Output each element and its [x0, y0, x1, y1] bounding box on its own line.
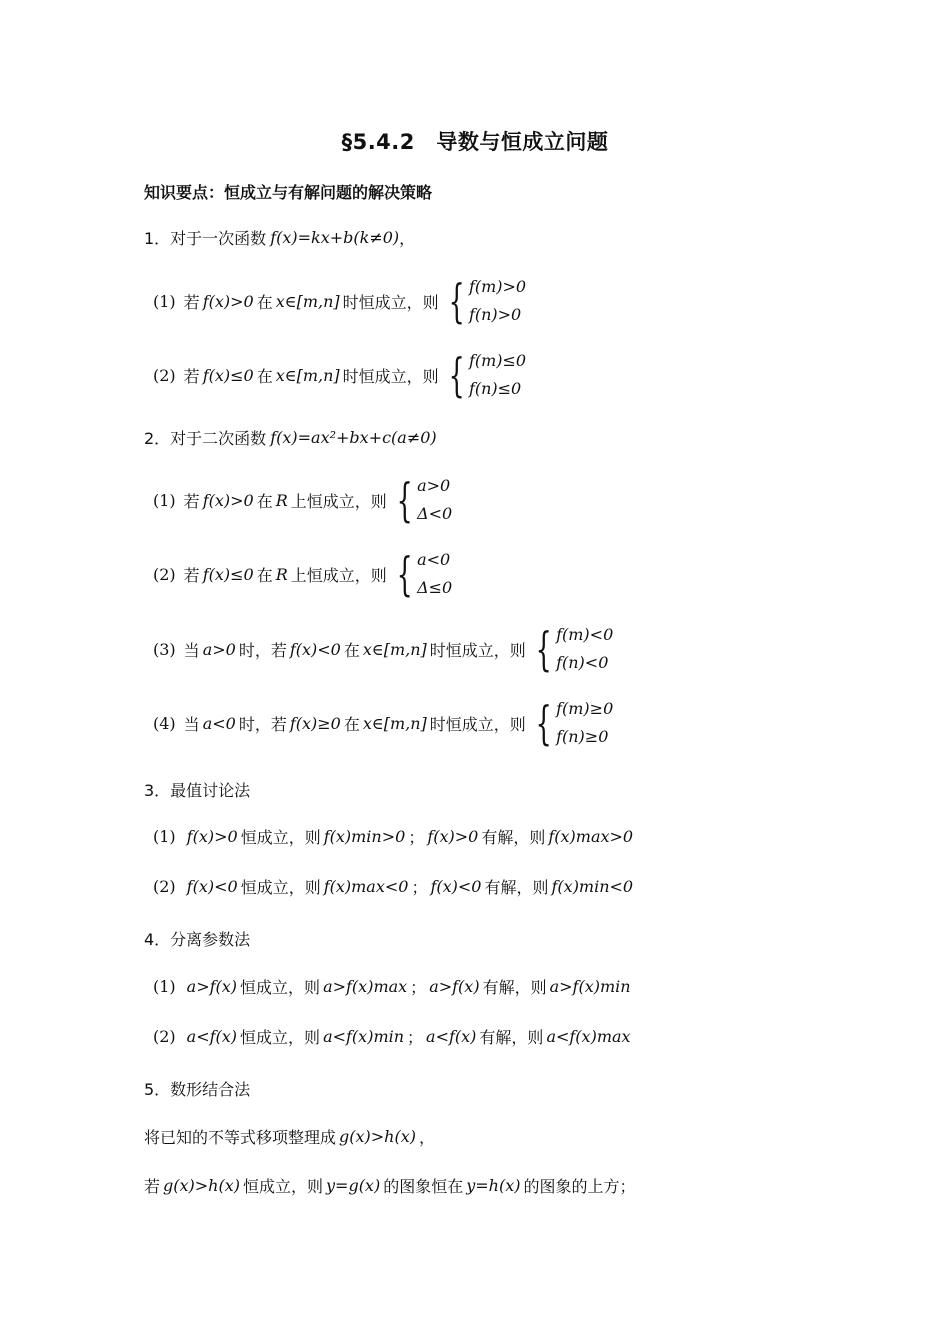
s2-item-2: (2) 若 f(x)≤0 在 R 上恒成立，则 { a<0 Δ≤0 [153, 547, 453, 601]
s1-function-formula: f(x)=kx+b(k≠0) [270, 228, 400, 247]
piecewise-system: { a<0 Δ≤0 [396, 547, 453, 601]
s4-item-1: (1) a>f(x) 恒成立，则 a>f(x)max ； a>f(x) 有解，则 a>f(x)min [153, 977, 631, 997]
s3-item-1: (1) f(x)>0 恒成立，则 f(x)min>0 ； f(x)>0 有解，则 f(x)max>0 [153, 827, 634, 847]
section-subtitle: 知识要点：恒成立与有解问题的解决策略 [144, 183, 433, 202]
s4-heading: 4．分离参数法 [144, 930, 251, 949]
s5-line-2: 若 g(x)>h(x) 恒成立，则 y=g(x) 的图象恒在 y=h(x) 的图象的上方； [144, 1176, 636, 1196]
s4-item-2: (2) a<f(x) 恒成立，则 a<f(x)min ； a<f(x) 有解，则 a<f(x)max [153, 1027, 631, 1047]
piecewise-system: { a>0 Δ<0 [396, 473, 453, 527]
page-title: §5.4.2 导数与恒成立问题 [341, 130, 609, 154]
s2-item-4: (4) 当 a<0 时，若 f(x)≥0 在 x∈[m,n] 时恒成立，则 { f(m)≥0 f(n)≥0 [153, 696, 614, 750]
s3-heading: 3．最值讨论法 [144, 781, 251, 800]
s1-item-2: (2) 若 f(x)≤0 在 x∈[m,n] 时恒成立，则 { f(m)≤0 f(n)≤0 [153, 348, 527, 402]
s1-heading: 1．对于一次函数 f(x)=kx+b(k≠0) ， [144, 228, 416, 248]
s3-item-2: (2) f(x)<0 恒成立，则 f(x)max<0 ； f(x)<0 有解，则 f(x)min<0 [153, 877, 634, 897]
s1-item-1: (1) 若 f(x)>0 在 x∈[m,n] 时恒成立，则 { f(m)>0 f(n)>0 [153, 274, 527, 328]
piecewise-system: { f(m)>0 f(n)>0 [448, 274, 527, 328]
s2-function-formula: f(x)=ax²+bx+c(a≠0) [270, 428, 437, 447]
s5-heading: 5．数形结合法 [144, 1080, 251, 1099]
s2-item-1: (1) 若 f(x)>0 在 R 上恒成立，则 { a>0 Δ<0 [153, 473, 453, 527]
s2-item-3: (3) 当 a>0 时，若 f(x)<0 在 x∈[m,n] 时恒成立，则 { f(m)<0 f(n)<0 [153, 622, 614, 676]
piecewise-system: { f(m)<0 f(n)<0 [535, 622, 614, 676]
s5-line-1: 将已知的不等式移项整理成 g(x)>h(x) ， [144, 1127, 435, 1147]
s2-heading: 2．对于二次函数 f(x)=ax²+bx+c(a≠0) [144, 428, 437, 448]
piecewise-system: { f(m)≥0 f(n)≥0 [535, 696, 614, 750]
piecewise-system: { f(m)≤0 f(n)≤0 [448, 348, 527, 402]
